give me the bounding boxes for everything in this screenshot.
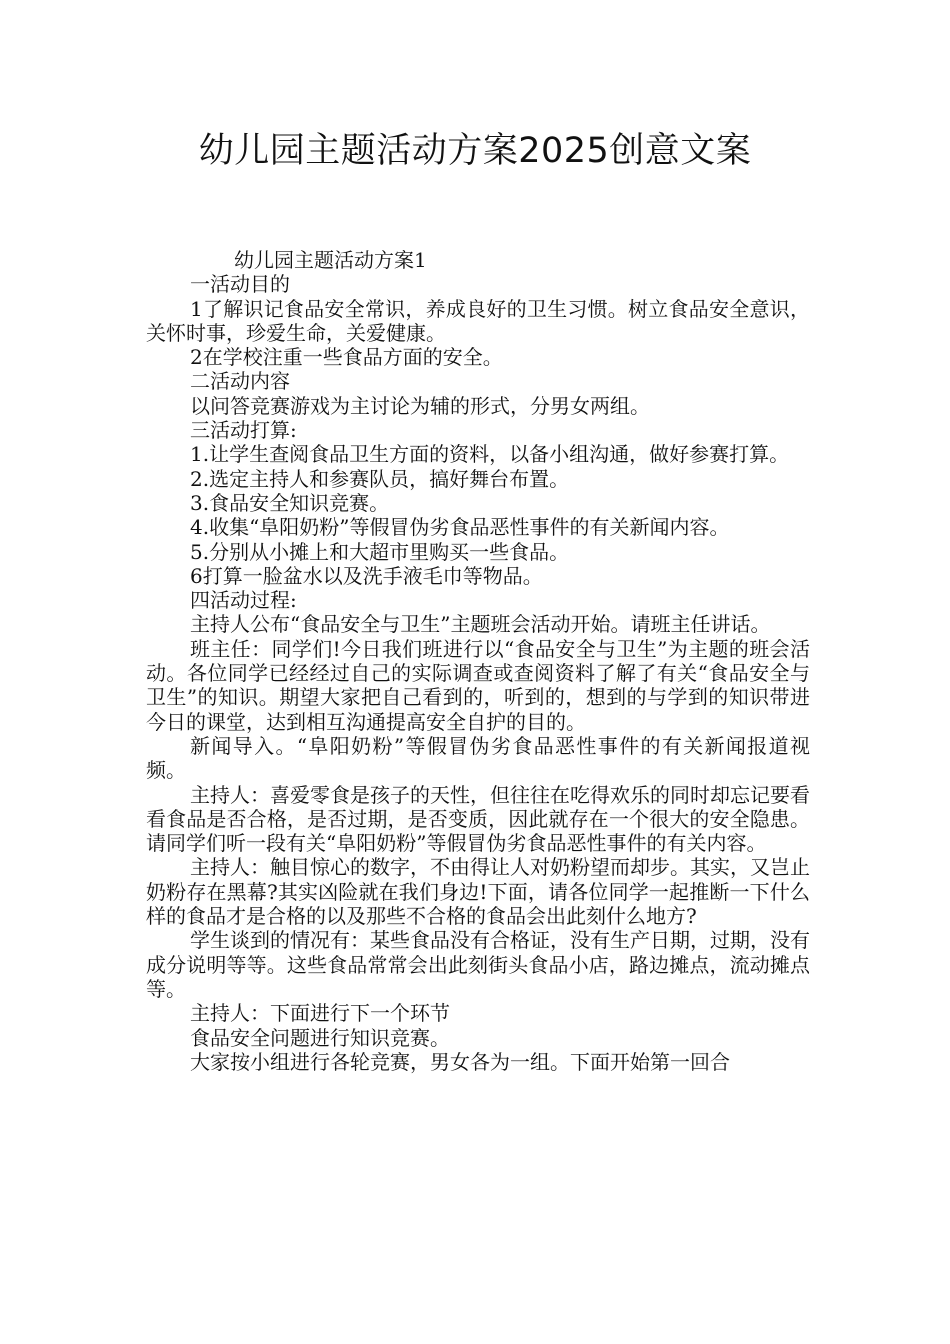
- paragraph: 二活动内容: [190, 369, 290, 394]
- paragraph: 新闻导入。“阜阳奶粉”等假冒伪劣食品恶性事件的有关新闻报道视频。: [146, 733, 810, 783]
- paragraph: 主持人：喜爱零食是孩子的天性，但往往在吃得欢乐的同时却忘记要看看食品是否合格，是否过期，是否变质，因此就存在一个很大的安全隐患。请同学们听一段有关“阜阳奶粉”等假冒伪劣食品恶性事件的有关内容。: [146, 782, 810, 856]
- paragraph: 四活动过程:: [190, 588, 297, 613]
- paragraph: 主持人公布“食品安全与卫生”主题班会活动开始。请班主任讲话。: [190, 612, 771, 637]
- paragraph: 食品安全问题进行知识竞赛。: [190, 1025, 450, 1050]
- paragraph: 2.选定主持人和参赛队员，搞好舞台布置。: [190, 466, 570, 491]
- document-body: [146, 248, 810, 1074]
- section-heading: 幼儿园主题活动方案1: [234, 248, 427, 272]
- paragraph: 一活动目的: [190, 272, 290, 297]
- paragraph: 以问答竞赛游戏为主讨论为辅的形式，分男女两组。: [190, 393, 650, 418]
- paragraph: 1.让学生查阅食品卫生方面的资料，以备小组沟通，做好参赛打算。: [190, 442, 790, 467]
- document-title: 幼儿园主题活动方案2025创意文案: [198, 131, 752, 171]
- paragraph: 主持人：触目惊心的数字，不由得让人对奶粉望而却步。其实，又岂止奶粉存在黑幕?其实凶险就在我们身边!下面，请各位同学一起推断一下什么样的食品才是合格的以及那些不合格的食品会出此刻什么地方?: [146, 855, 810, 929]
- paragraph: 6打算一脸盆水以及洗手液毛巾等物品。: [190, 563, 543, 588]
- paragraph: 3.食品安全知识竞赛。: [190, 490, 390, 515]
- paragraph: 学生谈到的情况有：某些食品没有合格证，没有生产日期，过期，没有成分说明等等。这些食品常常会出此刻街头食品小店，路边摊点，流动摊点等。: [146, 928, 810, 1001]
- paragraph: 2在学校注重一些食品方面的安全。: [190, 345, 503, 370]
- paragraph: 大家按小组进行各轮竞赛，男女各为一组。下面开始第一回合: [190, 1049, 730, 1074]
- paragraph: 5.分别从小摊上和大超市里购买一些食品。: [190, 539, 570, 564]
- paragraph: 主持人：下面进行下一个环节: [190, 1001, 450, 1026]
- paragraph: 1了解识记食品安全常识，养成良好的卫生习惯。树立食品安全意识，关怀时事，珍爱生命，关爱健康。: [146, 296, 810, 345]
- paragraph: 三活动打算:: [190, 418, 297, 443]
- paragraph: 4.收集“阜阳奶粉”等假冒伪劣食品恶性事件的有关新闻内容。: [190, 515, 730, 540]
- paragraph: 班主任：同学们!今日我们班进行以“食品安全与卫生”为主题的班会活动。各位同学已经经过自己的实际调查或查阅资料了解了有关“食品安全与卫生”的知识。期望大家把自己看到的，听到的，想到的与学到的知识带进今日的课堂，达到相互沟通提高安全自护的目的。: [146, 636, 810, 734]
